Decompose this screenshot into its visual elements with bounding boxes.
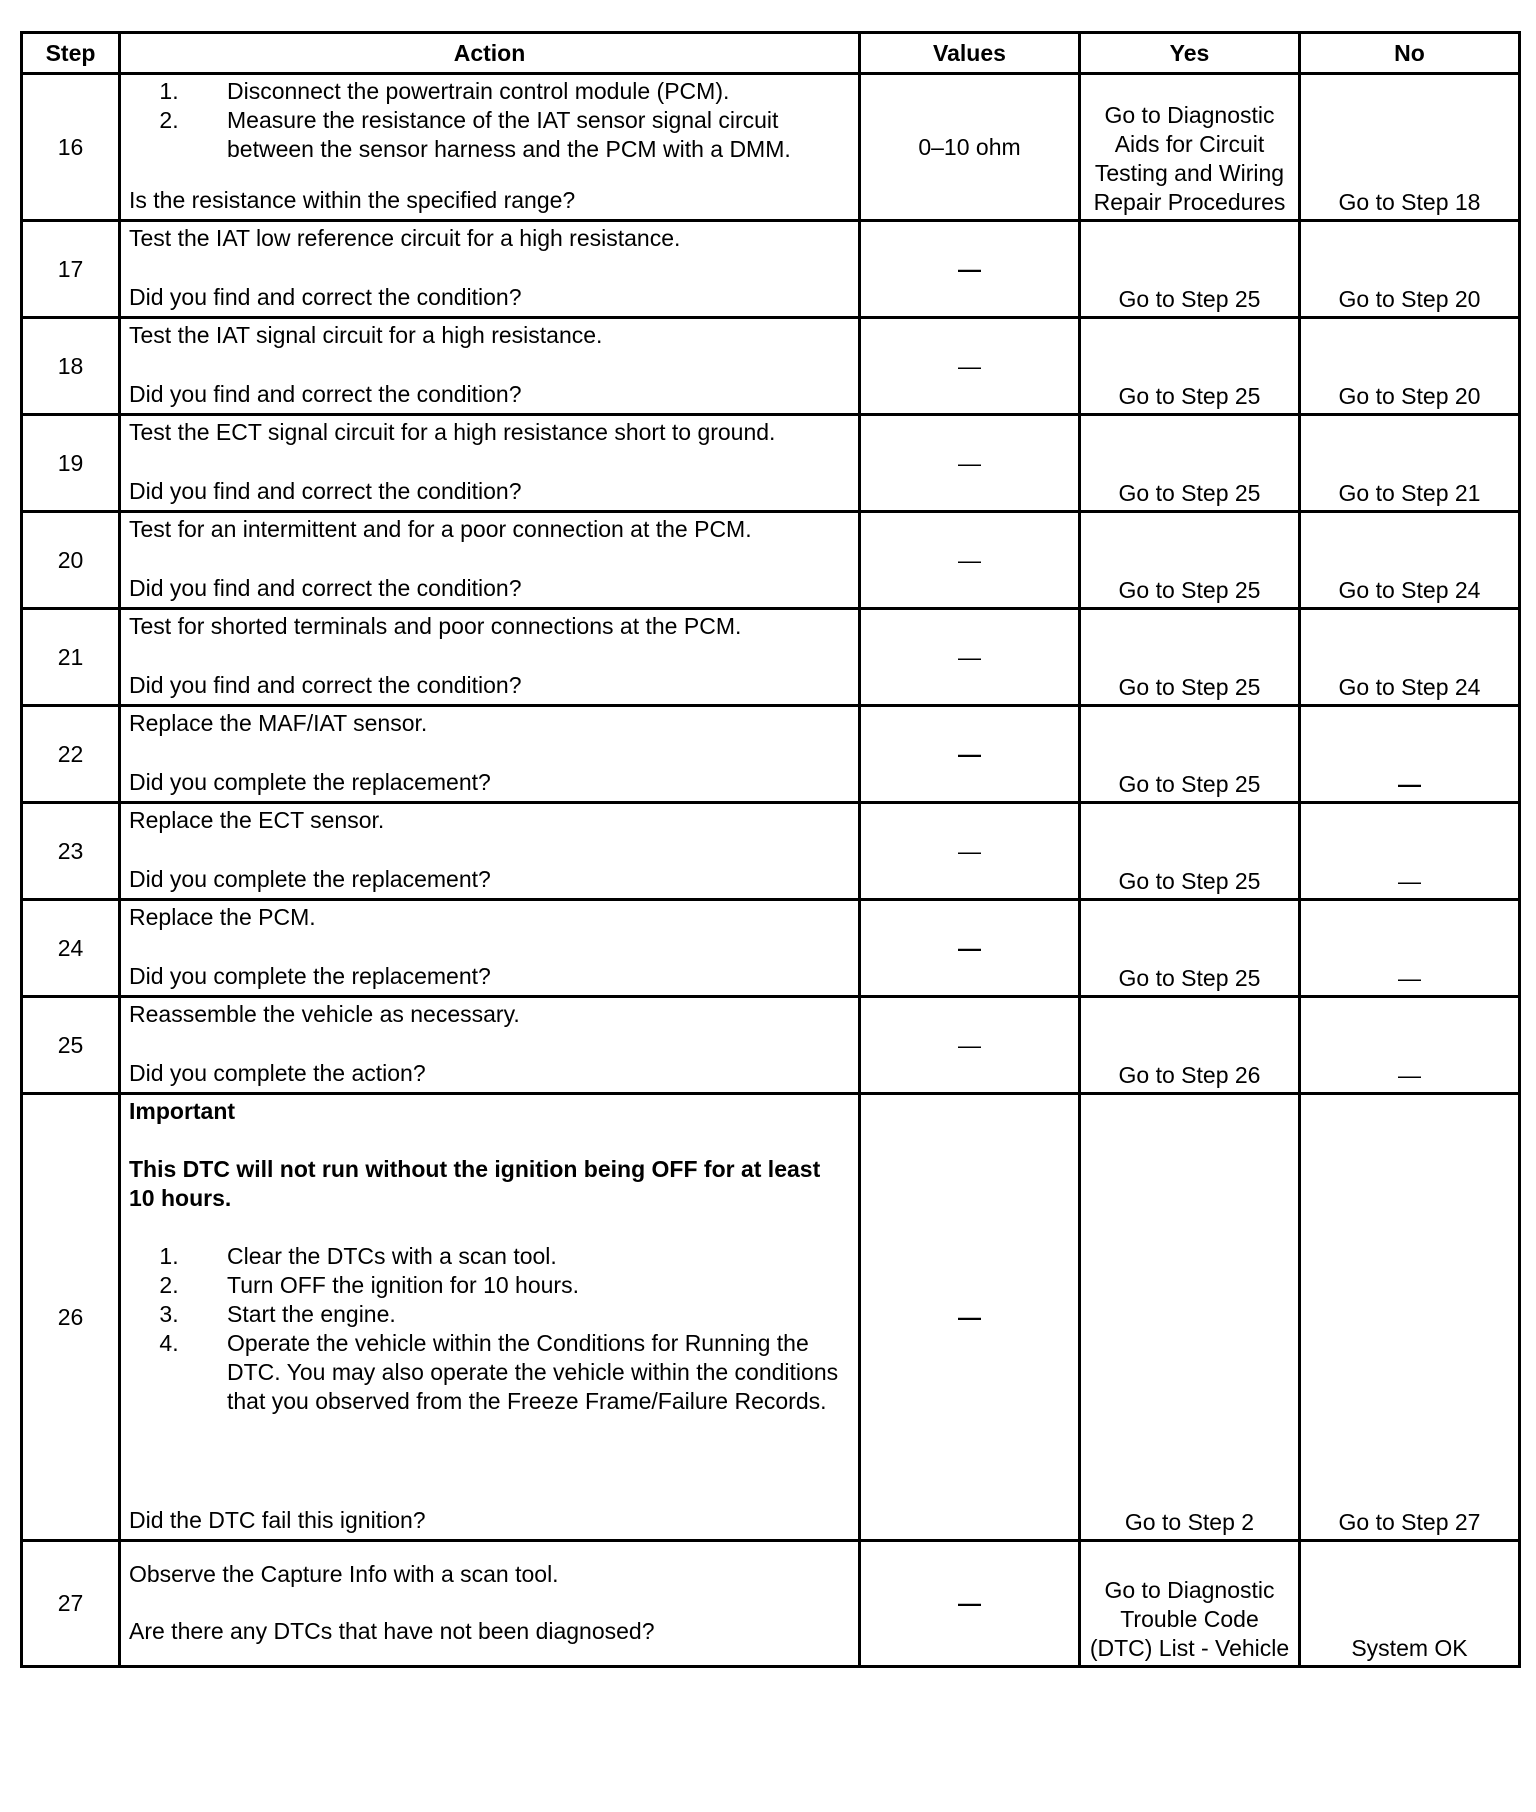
table-row [22, 900, 1520, 997]
values-cell: — [860, 512, 1080, 609]
action-cell [120, 1541, 860, 1667]
action-question: Did you find and correct the condition? [129, 575, 522, 601]
values-cell: — [860, 1094, 1080, 1541]
no-cell: — [1300, 997, 1520, 1094]
action-cell [120, 74, 860, 221]
no-cell: — [1300, 803, 1520, 900]
list-item: 2. Measure the resistance of the IAT sensor signal circuit between the sensor harness and the PCM with a DMM. [185, 106, 850, 164]
header-step: Step [22, 33, 120, 74]
no-cell: — [1300, 706, 1520, 803]
table-row [22, 803, 1520, 900]
values-cell: — [860, 900, 1080, 997]
action-text: Observe the Capture Info with a scan tool. [129, 1560, 559, 1587]
important-label: Important [129, 1098, 236, 1124]
step-number: 23 [22, 803, 120, 900]
action-cell [120, 1094, 860, 1541]
action-text: Replace the PCM. [129, 904, 316, 930]
action-cell [120, 415, 860, 512]
yes-cell: Go to Step 25 [1080, 415, 1300, 512]
table-row [22, 706, 1520, 803]
no-cell: Go to Step 20 [1300, 221, 1520, 318]
action-text: Test the IAT low reference circuit for a high resistance. [129, 225, 681, 251]
list-item: 1. Disconnect the powertrain control module (PCM). [185, 77, 850, 106]
list-item: 1. Clear the DTCs with a scan tool. [185, 1242, 850, 1271]
action-question: Is the resistance within the specified range? [129, 187, 576, 213]
action-cell [120, 706, 860, 803]
no-cell: Go to Step 24 [1300, 512, 1520, 609]
values-cell: — [860, 1541, 1080, 1667]
values-cell: — [860, 803, 1080, 900]
action-question: Did the DTC fail this ignition? [129, 1507, 426, 1533]
step-number: 19 [22, 415, 120, 512]
action-text: Replace the ECT sensor. [129, 807, 385, 833]
values-cell: — [860, 706, 1080, 803]
yes-cell: Go to Step 25 [1080, 512, 1300, 609]
action-text: Test the IAT signal circuit for a high resistance. [129, 322, 603, 348]
action-text: Test for shorted terminals and poor connections at the PCM. [129, 613, 742, 639]
action-question: Did you complete the replacement? [129, 963, 491, 989]
yes-cell: Go to Step 25 [1080, 609, 1300, 706]
values-cell: — [860, 318, 1080, 415]
action-cell [120, 512, 860, 609]
values-cell: — [860, 415, 1080, 512]
table-row [22, 415, 1520, 512]
list-item: 3. Start the engine. [185, 1300, 850, 1329]
action-question: Did you find and correct the condition? [129, 381, 522, 407]
values-cell: 0–10 ohm [860, 74, 1080, 221]
table-row [22, 1094, 1520, 1541]
yes-cell: Go to Step 26 [1080, 997, 1300, 1094]
table-row [22, 997, 1520, 1094]
action-text: Test the ECT signal circuit for a high resistance short to ground. [129, 419, 776, 445]
step-number: 16 [22, 74, 120, 221]
table-row [22, 318, 1520, 415]
step-number: 21 [22, 609, 120, 706]
table-row [22, 512, 1520, 609]
list-item: 2. Turn OFF the ignition for 10 hours. [185, 1271, 850, 1300]
yes-cell: Go to Diagnostic Trouble Code (DTC) List - Vehicle [1080, 1541, 1300, 1667]
header-action: Action [120, 33, 860, 74]
action-cell [120, 318, 860, 415]
step-number: 17 [22, 221, 120, 318]
yes-cell: Go to Diagnostic Aids for Circuit Testing and Wiring Repair Procedures [1080, 74, 1300, 221]
action-text: Test for an intermittent and for a poor connection at the PCM. [129, 516, 752, 542]
table-row [22, 74, 1520, 221]
table-row [22, 1541, 1520, 1667]
diagnostic-table-container [20, 31, 1521, 1668]
step-number: 25 [22, 997, 120, 1094]
table-row [22, 221, 1520, 318]
header-row [22, 33, 1520, 74]
yes-cell: Go to Step 2 [1080, 1094, 1300, 1541]
yes-cell: Go to Step 25 [1080, 318, 1300, 415]
action-question: Did you find and correct the condition? [129, 672, 522, 698]
values-cell: — [860, 997, 1080, 1094]
action-list [129, 77, 850, 164]
important-note: This DTC will not run without the ignition being OFF for at least 10 hours. [129, 1156, 821, 1211]
values-cell: — [860, 609, 1080, 706]
no-cell: Go to Step 21 [1300, 415, 1520, 512]
action-question: Did you find and correct the condition? [129, 284, 522, 310]
values-cell: — [860, 221, 1080, 318]
step-number: 24 [22, 900, 120, 997]
action-list [129, 1242, 850, 1416]
action-question: Did you find and correct the condition? [129, 478, 522, 504]
action-text: Reassemble the vehicle as necessary. [129, 1001, 520, 1027]
action-cell [120, 609, 860, 706]
no-cell: Go to Step 27 [1300, 1094, 1520, 1541]
header-yes: Yes [1080, 33, 1300, 74]
list-item: 4. Operate the vehicle within the Conditions for Running the DTC. You may also operate the vehicle within the conditions that you observed from the Freeze Frame/Failure Records. [185, 1329, 850, 1416]
action-text: Replace the MAF/IAT sensor. [129, 710, 428, 736]
yes-cell: Go to Step 25 [1080, 706, 1300, 803]
step-number: 18 [22, 318, 120, 415]
yes-cell: Go to Step 25 [1080, 221, 1300, 318]
action-cell [120, 997, 860, 1094]
action-cell [120, 221, 860, 318]
no-cell: Go to Step 20 [1300, 318, 1520, 415]
action-question: Did you complete the replacement? [129, 769, 491, 795]
yes-cell: Go to Step 25 [1080, 900, 1300, 997]
step-number: 27 [22, 1541, 120, 1667]
header-no: No [1300, 33, 1520, 74]
no-cell: — [1300, 900, 1520, 997]
no-cell: Go to Step 18 [1300, 74, 1520, 221]
step-number: 20 [22, 512, 120, 609]
no-cell: Go to Step 24 [1300, 609, 1520, 706]
yes-cell: Go to Step 25 [1080, 803, 1300, 900]
no-cell: System OK [1300, 1541, 1520, 1667]
diagnostic-table [20, 31, 1521, 1668]
step-number: 22 [22, 706, 120, 803]
step-number: 26 [22, 1094, 120, 1541]
action-question: Are there any DTCs that have not been diagnosed? [129, 1617, 655, 1644]
header-values: Values [860, 33, 1080, 74]
action-question: Did you complete the action? [129, 1060, 426, 1086]
action-cell [120, 900, 860, 997]
action-question: Did you complete the replacement? [129, 866, 491, 892]
action-cell [120, 803, 860, 900]
table-row [22, 609, 1520, 706]
